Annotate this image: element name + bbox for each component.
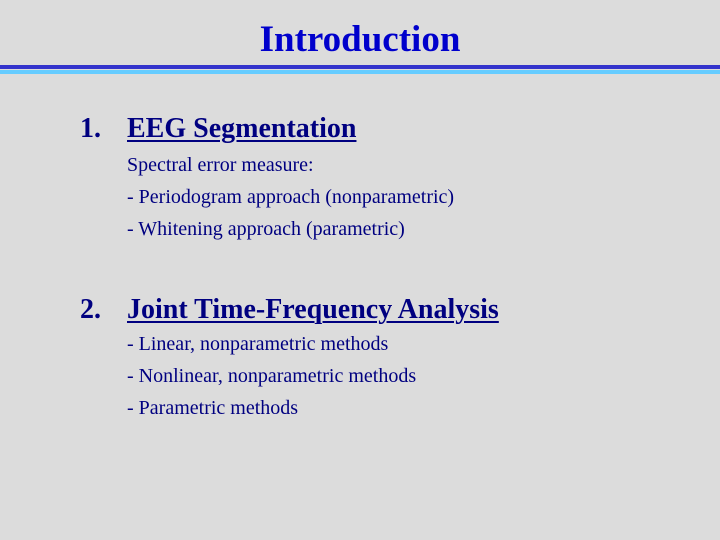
section-2-list xyxy=(127,328,416,424)
section-1-number: 1. xyxy=(80,113,101,144)
section-1-line: - Whitening approach (parametric) xyxy=(127,218,405,240)
section-1-heading xyxy=(80,113,356,145)
section-2-title: Joint Time-Frequency Analysis xyxy=(127,294,499,325)
section-2-line: - Parametric methods xyxy=(127,397,299,419)
section-2-number: 2. xyxy=(80,294,101,325)
section-1-list xyxy=(127,149,454,245)
section-2-line: - Linear, nonparametric methods xyxy=(127,333,389,355)
section-2-line: - Nonlinear, nonparametric methods xyxy=(127,365,417,387)
section-1-line: Spectral error measure: xyxy=(127,154,314,176)
section-1-line: - Periodogram approach (nonparametric) xyxy=(127,186,455,208)
title-rule-cyan xyxy=(0,70,720,74)
slide-title: Introduction xyxy=(259,19,461,60)
title-rule-blue xyxy=(0,65,720,69)
section-2-heading xyxy=(80,294,499,326)
section-1-title: EEG Segmentation xyxy=(127,113,357,144)
